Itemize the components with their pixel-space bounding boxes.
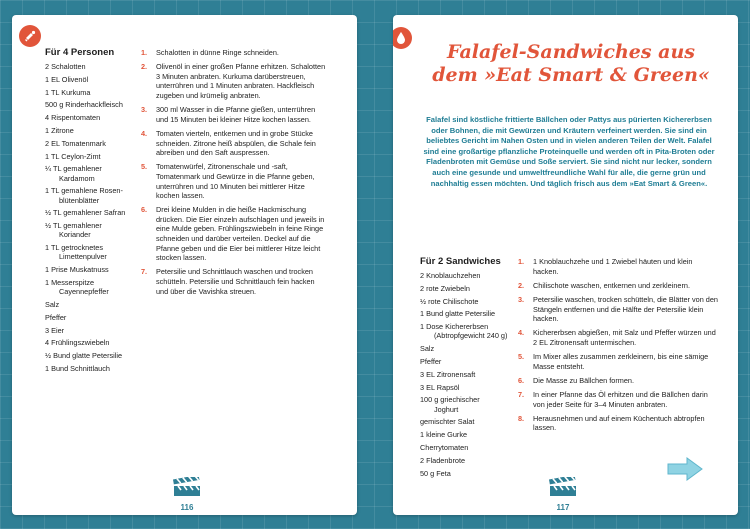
ingredient-item: 1 TL Kurkuma (45, 87, 91, 97)
ingredient-item: Cherrytomaten (420, 442, 469, 452)
step-text: Tomatenwürfel, Zitronenschale und -saft, Tomatenmark und Gewürze in die Pfanne geben, unterrühren und 10 Minuten bei mittlerer Hitze kochen lassen. (156, 162, 315, 201)
step-number: 6. (518, 375, 525, 385)
ingredient-item: 3 EL Rapsöl (420, 382, 460, 392)
step-number: 8. (518, 413, 525, 423)
ingredient-item: Pfeffer (420, 356, 442, 366)
step-number: 4. (141, 128, 148, 138)
ingredient-item: 1 kleine Gurke (420, 430, 468, 440)
step-text: Herausnehmen und auf einem Küchentuch abtropfen lassen. (533, 413, 705, 433)
ingredient-item: 2 Knoblauchzehen (420, 271, 481, 280)
ingredient-item: ½ TL gemahlener Safran (45, 208, 126, 218)
ingredient-item: Pfeffer (45, 312, 67, 322)
step-item (518, 281, 718, 291)
step-item (141, 162, 327, 200)
ingredient-item: 50 g Feta (420, 468, 451, 478)
step-text: 300 ml Wasser in die Pfanne gießen, unterrühren und 15 Minuten bei kleiner Hitze kochen lassen. (156, 105, 316, 124)
ingredients-list (45, 62, 135, 373)
step-number: 1. (141, 48, 148, 57)
ingredient-text: 1 TL gemahlene Rosen- (45, 186, 123, 196)
ingredient-text-continued: Kardamom (59, 173, 95, 183)
step-item (141, 205, 327, 263)
steps-list (518, 257, 718, 433)
ingredient-item: 2 Schalotten (45, 62, 86, 71)
step-item (518, 376, 718, 386)
ingredient-text-continued: Limettenpulver (59, 252, 107, 262)
ingredient-item (45, 221, 135, 239)
drop-badge-icon (393, 27, 412, 49)
ingredient-item: 1 Bund glatte Petersilie (420, 309, 496, 319)
ingredient-text: ¼ TL gemahlener (45, 164, 102, 174)
ingredient-item: 3 EL Zitronensaft (420, 369, 476, 379)
step-number: 3. (518, 294, 525, 304)
ingredient-item (45, 164, 135, 182)
ingredient-item: 1 TL Ceylon-Zimt (45, 151, 101, 161)
step-item (518, 352, 718, 371)
step-text: Petersilie waschen, trocken schütteln, die Blätter von den Stängeln entfernen und die Hälfte der Petersilie klein hacken. (533, 294, 718, 324)
step-number: 7. (141, 267, 148, 277)
ingredient-item: 3 Eier (45, 325, 65, 335)
ingredient-text-continued: Koriander (59, 230, 91, 240)
step-number: 6. (141, 205, 148, 215)
ingredients-title: Für 4 Personen (45, 47, 115, 58)
step-number: 2. (141, 62, 148, 72)
recipe-intro: Falafel sind köstliche frittierte Bällchen oder Pattys aus pürierten Kichererbsen oder Bohnen, die mit Gewürzen und Kräutern verfeinert werden. Sie sind ein beliebtes Gericht im Nahen Osten und in vielen anderen Teilen der Welt. Falafel sind eine großartige pflanzliche Proteinquelle und werden oft in Pita-Broten oder Fladenbroten mit Gemüse und Soße serviert. Sie sind nicht nur lecker, sondern auch eine gesunde und umweltfreundliche Wahl für alle, die gerne grün und nachhaltig essen möchten. Und täglich frisch aus dem »Eat Smart & Green«. (423, 115, 715, 188)
step-item (141, 48, 327, 58)
ingredient-text: 1 Messerspitze (45, 277, 95, 287)
ingredient-text-continued: Cayennepfeffer (59, 287, 109, 297)
step-text: 1 Knoblauchzehe und 1 Zwiebel häuten und klein hacken. (533, 257, 693, 276)
ingredient-item (45, 186, 135, 204)
ingredient-item (420, 322, 512, 340)
step-item (141, 105, 327, 124)
step-item (141, 267, 327, 296)
ingredient-text-continued: (Abtropfgewicht 240 g) (434, 331, 508, 341)
step-text: Schalotten in dünne Ringe schneiden. (156, 48, 279, 57)
step-text: Im Mixer alles zusammen zerkleinern, bis eine sämige Masse entsteht. (533, 352, 709, 371)
ingredient-text-continued: blütenblätter (59, 195, 100, 205)
clapperboard-icon (172, 477, 202, 512)
ingredient-item: 500 g Rinderhackfleisch (45, 100, 123, 110)
step-number: 5. (141, 162, 148, 172)
ingredients-column (420, 256, 512, 481)
ingredient-text: 1 Dose Kichererbsen (420, 322, 489, 332)
step-number: 3. (141, 105, 148, 115)
step-text: Kichererbsen abgießen, mit Salz und Pfeffer würzen und 2 EL Zitronensaft untermischen. (533, 328, 716, 347)
step-item (141, 62, 327, 100)
ingredient-item (45, 278, 135, 296)
steps-column (518, 257, 718, 438)
ingredient-item: 2 Fladenbrote (420, 455, 466, 465)
ingredient-item: 4 Rispentomaten (45, 113, 101, 123)
step-text: In einer Pfanne das Öl erhitzen und die Bällchen darin von jeder Seite für 3–4 Minuten anbraten. (533, 390, 708, 409)
fire-hydrant-badge-icon (19, 25, 41, 47)
left-page (12, 15, 357, 515)
step-number: 4. (518, 328, 525, 338)
step-item (518, 257, 718, 276)
ingredient-text: 1 TL getrocknetes (45, 243, 104, 253)
step-text: Chilischote waschen, entkernen und zerkleinern. (533, 280, 690, 290)
ingredient-item: 1 EL Olivenöl (45, 74, 89, 84)
step-number: 1. (518, 257, 525, 266)
ingredient-item (420, 395, 512, 413)
step-number: 5. (518, 352, 525, 362)
step-number: 7. (518, 390, 525, 400)
ingredient-text: ½ TL gemahlener (45, 221, 102, 231)
ingredients-title: Für 2 Sandwiches (420, 256, 501, 267)
recipe-title: Falafel-Sandwiches aus dem »Eat Smart & Green« (432, 41, 710, 86)
step-item (518, 390, 718, 409)
steps-column (141, 48, 327, 301)
step-item (518, 414, 718, 433)
ingredient-item: Salz (420, 344, 435, 354)
ingredient-item: 2 EL Tomatenmark (45, 138, 106, 148)
step-number: 2. (518, 280, 525, 290)
next-page-arrow-icon[interactable] (665, 455, 705, 488)
ingredient-text-continued: Joghurt (434, 404, 459, 414)
step-text: Drei kleine Mulden in die heiße Hackmischung drücken. Die Eier einzeln aufschlagen und jeweils in eine Mulde geben. Frühlingszwiebeln in feine Ringe schneiden und darüber verteilen. Deckel auf die Pfanne geben und die Eier bei mittlerer Hitze leicht stocken lassen. (156, 205, 325, 263)
step-item (518, 328, 718, 347)
step-item (518, 295, 718, 324)
ingredients-list (420, 271, 512, 478)
step-item (141, 129, 327, 158)
ingredient-text: 100 g griechischer (420, 395, 480, 405)
ingredient-item: ½ Bund glatte Petersilie (45, 351, 123, 361)
ingredient-item: 2 rote Zwiebeln (420, 283, 470, 293)
ingredient-item: 1 Zitrone (45, 125, 74, 135)
ingredient-item: gemischter Salat (420, 417, 475, 427)
ingredient-item (45, 243, 135, 261)
page-number: 116 (180, 503, 194, 512)
ingredient-item: 1 Bund Schnittlauch (45, 363, 110, 373)
page-number: 117 (556, 503, 570, 512)
step-text: Tomaten vierteln, entkernen und in grobe Stücke schneiden. Zitrone heiß abspülen, die Schale fein abreiben und den Saft auspressen. (156, 128, 316, 158)
step-text: Olivenöl in einer großen Pfanne erhitzen. Schalotten 3 Minuten anbraten. Kurkuma darüberstreuen, unterrühren und 1 Minuten anbraten. Hackfleisch zugeben und krümelig anbraten. (156, 62, 326, 100)
ingredient-item: ½ rote Chilischote (420, 296, 479, 306)
ingredient-item: Salz (45, 299, 60, 309)
clapperboard-icon (548, 477, 578, 512)
step-text: Petersilie und Schnittlauch waschen und trocken schütteln. Petersilie und Schnittlauch fein hacken und über die Vavishka streuen. (156, 267, 315, 296)
steps-list (141, 48, 327, 296)
ingredient-item: 1 Prise Muskatnuss (45, 265, 109, 275)
right-page (393, 15, 738, 515)
step-text: Die Masse zu Bällchen formen. (533, 375, 634, 385)
ingredients-column (45, 47, 135, 377)
ingredient-item: 4 Frühlingszwiebeln (45, 338, 110, 348)
